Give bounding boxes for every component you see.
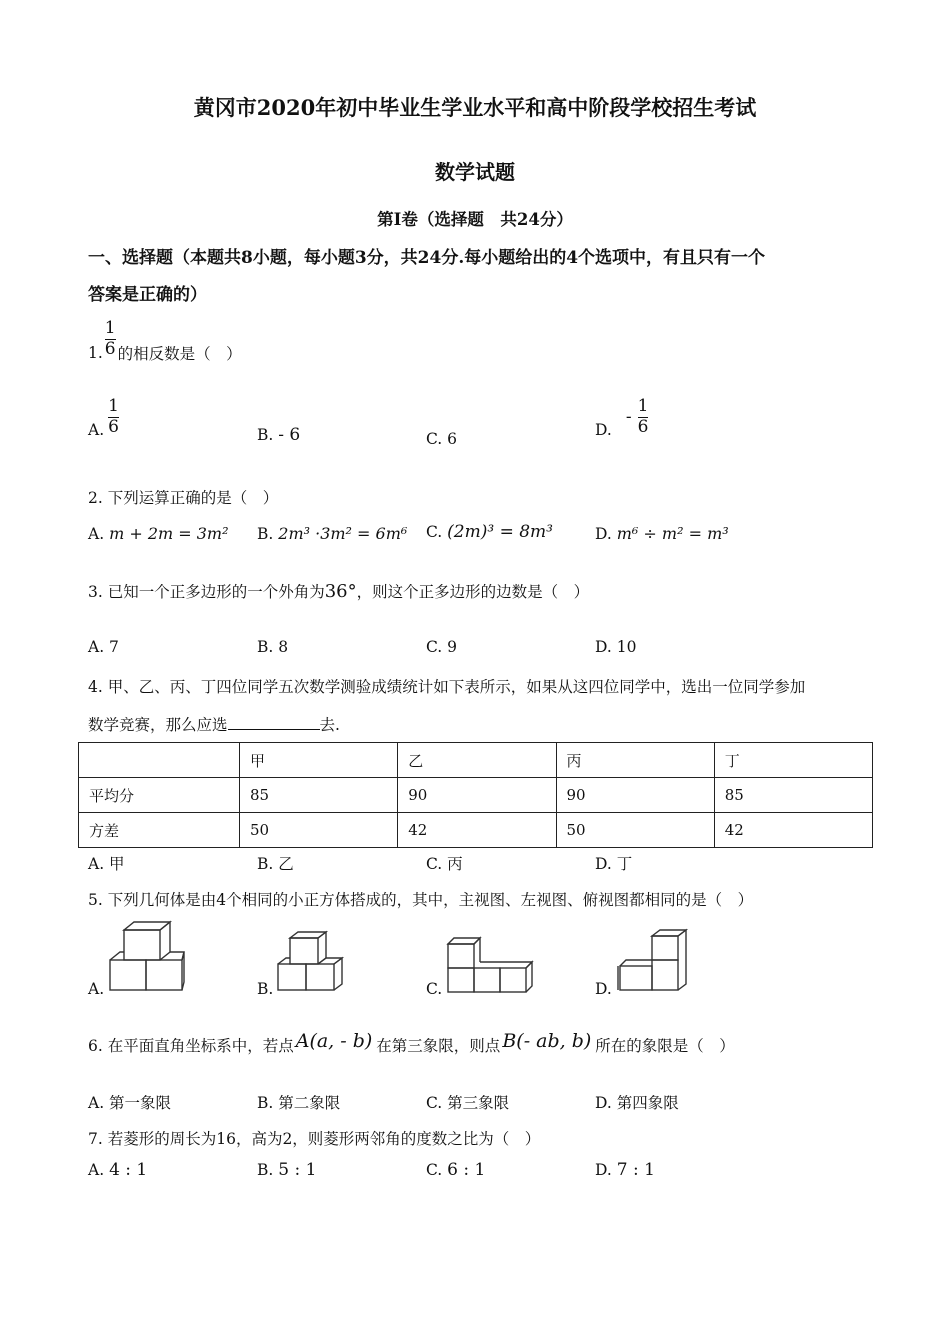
table-cell: 42: [398, 813, 556, 848]
q6-option-b[interactable]: B. 第二象限: [257, 1094, 341, 1112]
q4-option-a[interactable]: A. 甲: [88, 855, 125, 873]
q7-option-d[interactable]: D. 7 : 1: [595, 1160, 655, 1180]
q5-option-b-label[interactable]: B.: [257, 980, 274, 998]
cube-figure-a: [106, 918, 186, 992]
q1-option-b[interactable]: B. - 6: [257, 425, 301, 445]
cube-figure-c: [446, 936, 536, 994]
q2-option-d[interactable]: D. m⁶ ÷ m² = m³: [595, 524, 729, 543]
table-cell: 85: [714, 778, 872, 813]
table-cell: 丙: [556, 743, 714, 778]
answer-blank[interactable]: [228, 714, 320, 730]
q3-option-a[interactable]: A. 7: [88, 638, 119, 656]
q4-option-c[interactable]: C. 丙: [426, 855, 463, 873]
q3-option-d[interactable]: D. 10: [595, 638, 637, 656]
table-cell: 平均分: [79, 778, 240, 813]
table-cell: 乙: [398, 743, 556, 778]
volume-heading: 第Ⅰ卷（选择题 共24分）: [377, 210, 573, 229]
table-cell: 方差: [79, 813, 240, 848]
q7-option-b[interactable]: B. 5 : 1: [257, 1160, 317, 1180]
q2-option-a[interactable]: A. m + 2m = 3m²: [88, 524, 229, 543]
question-1-stem: 1. $\frac{1}{6}$ 的相反数是（ ）: [88, 317, 242, 363]
table-row: [79, 778, 873, 813]
table-cell: 42: [714, 813, 872, 848]
point-a: A(a, - b): [295, 1030, 373, 1052]
table-cell: 85: [240, 778, 398, 813]
q3-option-b[interactable]: B. 8: [257, 638, 289, 656]
exam-title: 黄冈市2020年初中毕业生学业水平和高中阶段学校招生考试: [193, 95, 757, 120]
q6-option-c[interactable]: C. 第三象限: [426, 1094, 510, 1112]
q6-option-a[interactable]: A. 第一象限: [88, 1094, 172, 1112]
section-instructions-line2: 答案是正确的）: [88, 285, 207, 305]
q4-option-d[interactable]: D. 丁: [595, 855, 633, 873]
section-instructions-line1: 一、选择题（本题共8小题，每小题3分，共24分.每小题给出的4个选项中，有且只有一个: [88, 248, 766, 268]
table-cell: 50: [240, 813, 398, 848]
cube-figure-b: [276, 930, 346, 994]
table-cell: [79, 743, 240, 778]
q5-option-a-label[interactable]: A.: [88, 980, 105, 998]
table-cell: 90: [556, 778, 714, 813]
question-7-stem: 7. 若菱形的周长为16，高为2，则菱形两邻角的度数之比为（ ）: [88, 1130, 541, 1148]
q2-option-b[interactable]: B. 2m³ ·3m² = 6m⁶: [257, 524, 408, 543]
table-cell: 丁: [714, 743, 872, 778]
q7-option-c[interactable]: C. 6 : 1: [426, 1160, 486, 1180]
question-3-stem: 3. 已知一个正多边形的一个外角为36°，则这个正多边形的边数是（ ）: [88, 581, 590, 602]
cube-figure-d: [614, 928, 694, 994]
question-4-stem-line2: 数学竞赛，那么应选 去.: [88, 716, 340, 734]
exam-subtitle: 数学试题: [435, 160, 515, 184]
q1-option-c[interactable]: C. 6: [426, 430, 458, 448]
q3-option-c[interactable]: C. 9: [426, 638, 458, 656]
table-cell: 甲: [240, 743, 398, 778]
q5-option-c-label[interactable]: C.: [426, 980, 443, 998]
question-2-stem: 2. 下列运算正确的是（ ）: [88, 489, 279, 507]
question-6-stem: 6. 在平面直角坐标系中，若点 A(a, - b) 在第三象限，则点 B(- ab, b) 所在的象限是（ ）: [88, 1030, 735, 1055]
q5-option-d-label[interactable]: D.: [595, 980, 612, 998]
point-b: B(- ab, b): [502, 1030, 592, 1052]
q6-option-d[interactable]: D. 第四象限: [595, 1094, 679, 1112]
q2-option-c[interactable]: C. (2m)³ = 8m³: [426, 522, 553, 542]
question-5-stem: 5. 下列几何体是由4个相同的小正方体搭成的，其中，主视图、左视图、俯视图都相同的是（ ）: [88, 891, 754, 909]
q1-option-a[interactable]: A. $\frac{1}{6}$: [88, 396, 119, 439]
score-table: [78, 742, 873, 848]
table-cell: 90: [398, 778, 556, 813]
table-cell: 50: [556, 813, 714, 848]
table-row: [79, 813, 873, 848]
q7-option-a[interactable]: A. 4 : 1: [88, 1160, 148, 1180]
q4-option-b[interactable]: B. 乙: [257, 855, 294, 873]
table-header-row: [79, 743, 873, 778]
fraction-one-sixth: $\frac{1}{6}$: [104, 317, 116, 359]
question-4-stem-line1: 4. 甲、乙、丙、丁四位同学五次数学测验成绩统计如下表所示，如果从这四位同学中，选出一位同学参加: [88, 678, 806, 696]
q1-option-d[interactable]: D. - $\frac{1}{6}$: [595, 396, 649, 439]
